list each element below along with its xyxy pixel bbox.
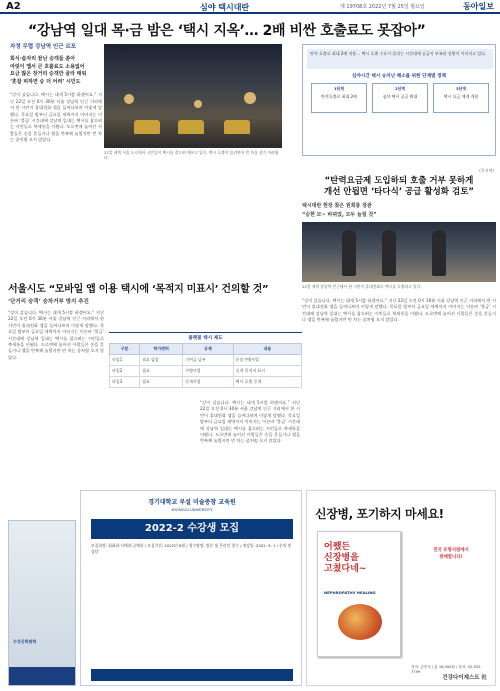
book-cover-english: NEPHROPATHY HEALING (324, 590, 376, 595)
table-row (110, 366, 302, 377)
table-header: 허가면허 (140, 344, 183, 355)
right-subhead-2: “승한 모~ 바뀌었, 모두 늘질 것” (302, 212, 377, 218)
right-body-text: “강이 갔습니다. 택시는 대개 5시쯤 하겠어요.” 지난 22일 오전 0시 30분 서울 강남역 인근 거리에서 한 시민이 휴대전화 앱을 들여다보며 이렇게 말했다. 목요일 밤부터 금요일 새벽까지 이어지는 이른바 ‘불금’ 시간대에 강남역 일대는 택시를 잡으려는 시민들로 북새통을 이뤘다. 도로변에 늘어선 사람들은 손을 흔들거나 앱을 반복해 눌렀지만 빈 차는 좀처럼 오지 않았다. (302, 298, 496, 323)
policy-cards (311, 83, 489, 113)
table-row (110, 355, 302, 366)
lead-body: “강이 갔습니다. 택시는 대개 5시쯤 하겠어요.” 지난 22일 오전 0시 30분 서울 강남역 인근 거리에서 한 시민이 휴대전화 앱을 들여다보며 이렇게 말했다. 목요일 밤부터 금요일 새벽까지 이어지는 이른바 ‘불금’ 시간대에 강남역 일대는 택시를 잡으려는 시민들로 북새통을 이뤘다. 도로변에 늘어선 사람들은 손을 흔들거나 앱을 반복해 눌렀지만 빈 차는 좀처럼 오지 않았다. (10, 92, 102, 143)
table-cell: 운송가맹사업 (233, 355, 301, 366)
policy-card (433, 83, 489, 113)
policy-card (372, 83, 428, 113)
recruit-details: 모집과정: 회화과·서예과·공예과 / 모집기간: 2022년 8월 / 접수방법: 방문 및 온라인 접수 / 개강일: 2022. 9. 1 / 문의 및 상담 (91, 543, 292, 554)
lead-article (10, 44, 102, 144)
seoul-body (8, 310, 104, 485)
table-header: 구분 (110, 344, 140, 355)
table-cell: 타입3 (110, 377, 140, 388)
table-cell: 필요 (140, 366, 183, 377)
lead-subhead: 회식·술자리 끝난 승객들 쏟아 여럿이 앱서 큰 호출료도 소용없어 요금 많은 장거리 승객만 골라 태워 ‘혼잡 피하면 승 더 어려’ 시민도 (10, 56, 87, 85)
taxi-street-photo (104, 44, 282, 148)
book-ad-headline: 신장병, 포기하지 마세요! (315, 507, 444, 521)
right-article-body (302, 298, 496, 483)
school-photo-ad (8, 520, 76, 686)
table-cell: 필요 없음 (140, 355, 183, 366)
policy-card-title: 2단계 (395, 86, 405, 91)
policy-card (311, 83, 367, 113)
policy-sidebox (302, 44, 496, 156)
photo1-caption: 22일 새벽 서울 도로에서 시민들이 택시를 잡으려 애쓰고 있다. 택시 호출이 몰리면서 빈 차를 찾기 어려웠다. (104, 150, 279, 161)
person-figure (382, 230, 396, 276)
sidebox-title: 심야시간 택시 승차난 해소를 위한 단계별 정책 (352, 74, 446, 79)
table-cell: 타입2 (110, 366, 140, 377)
book-promo: 전국 유명서점에서 판매합니다! (433, 548, 469, 560)
publisher-name: 건강다이제스트 社 (442, 675, 487, 681)
ad-left-bar (9, 667, 75, 685)
table-row (110, 377, 302, 388)
table-header: 내용 (233, 344, 301, 355)
table-header-row (110, 344, 302, 355)
university-ad (80, 490, 302, 686)
kidney-illustration (338, 604, 382, 640)
issue-date: 제 19708호 2022년 7월 25일 월요일 (340, 4, 425, 10)
person-figure (342, 230, 356, 276)
policy-card-text: 심야 택시 공급 확대 (382, 94, 418, 99)
table-cell: 기여금 납부 (183, 355, 234, 366)
lead-kicker: 자정 무렵 강남역 인근 르포 (10, 44, 77, 50)
table-cell: 승객 목적지 표시 (233, 366, 301, 377)
school-english-name: KYONGGI UNIVERSITY (171, 507, 213, 512)
policy-card-text: 택시 요금 체계 개편 (443, 94, 479, 99)
headlight (194, 100, 202, 108)
book-ad (306, 490, 496, 686)
person-figure (432, 230, 446, 276)
policy-card-text: 탄력호출료 최대 2배 (321, 94, 357, 99)
page-number: A2 (6, 1, 21, 12)
main-headline: “강남역 일대 목·금 밤은 ‘택시 지옥’… 2배 비싼 호출료도 못잡아” (28, 23, 426, 39)
seoul-subhead: ‘단거리 승객’ 승차거부 방지 추진 (8, 299, 89, 305)
headlight (244, 92, 256, 104)
section-title: 심야 택시대란 (200, 3, 250, 12)
masthead (0, 0, 500, 14)
sidebox-header: 탄력 호출료 최대 2배 적용… 택시 호출 수요가 몰리는 시간대에 공급이 부족한 상황이 이어지고 있다. (307, 49, 493, 69)
school-name: 경기대학교 부설 미술중창 교육원 (148, 499, 236, 506)
headlight (124, 94, 134, 104)
seoul-body-text-2: “강이 갔습니다. 택시는 대개 5시쯤 하겠어요.” 지난 22일 오전 0시 30분 서울 강남역 인근 거리에서 한 시민이 휴대전화 앱을 들여다보며 이렇게 말했다. 목요일 밤부터 금요일 새벽까지 이어지는 이른바 ‘불금’ 시간대에 강남역 일대는 택시를 잡으려는 시민들로 북새통을 이뤘다. 도로변에 늘어선 사람들은 손을 흔들거나 앱을 반복해 눌렀지만 빈 차는 좀처럼 오지 않았다. (200, 400, 300, 444)
right-article-head (302, 168, 496, 198)
policy-card-title: 3단계 (456, 86, 466, 91)
table-cell: 가맹사업 (183, 366, 234, 377)
table-header: 규제 (183, 344, 234, 355)
photo2-caption: 22일 새벽 강남역 인근에서 한 시민이 휴대전화로 택시를 호출하고 있다. (302, 284, 422, 289)
ad-left-label: 수성신학원학 (13, 639, 37, 644)
minister-photo (302, 222, 496, 282)
book-cover-title: 어쨌든 신장병을 고쳤다네~ (324, 542, 367, 574)
publisher-info: 저자: 김종석 / 값 16,000원 / 문의: 02-922-7799 (411, 665, 482, 674)
table-cell: 타입1 (110, 355, 140, 366)
table-cell: 택시 호출 중개 (233, 377, 301, 388)
book-cover (317, 531, 401, 657)
policy-card-title: 1단계 (334, 86, 344, 91)
table-title: 플랫폼 택시 제도 (188, 336, 223, 341)
ad-footer-bar (91, 669, 293, 681)
reporter-tag: (천지연) (479, 168, 494, 173)
seoul-headline: 서울시도 “모바일 앱 이용 택시에 ‘목적지 미표시’ 건의할 것” (8, 284, 269, 295)
newspaper-name: 동아일보 (463, 1, 494, 11)
table-cell: 필요 (140, 377, 183, 388)
table-cell: 중개사업 (183, 377, 234, 388)
seoul-body-2 (200, 400, 300, 484)
platform-taxi-table (109, 332, 302, 388)
taxi-car (134, 120, 160, 134)
taxi-car (178, 120, 204, 134)
right-subhead-1: 택시대란 현장 찾은 원희룡 장관 (302, 203, 372, 209)
right-article-title: “탄력요금제 도입하되 호출 거부 못하게 개선 안됩면 ‘타다식’ 공급 활성화 검토” (323, 176, 474, 197)
seoul-body-text: “강이 갔습니다. 택시는 대개 5시쯤 하겠어요.” 지난 22일 오전 0시 30분 서울 강남역 인근 거리에서 한 시민이 휴대전화 앱을 들여다보며 이렇게 말했다. 목요일 밤부터 금요일 새벽까지 이어지는 이른바 ‘불금’ 시간대에 강남역 일대는 택시를 잡으려는 시민들로 북새통을 이뤘다. 도로변에 늘어선 사람들은 손을 흔들거나 앱을 반복해 눌렀지만 빈 차는 좀처럼 오지 않았다. (8, 310, 104, 360)
recruit-banner: 2022-2 수강생 모집 (91, 519, 293, 539)
taxi-car (224, 120, 250, 134)
